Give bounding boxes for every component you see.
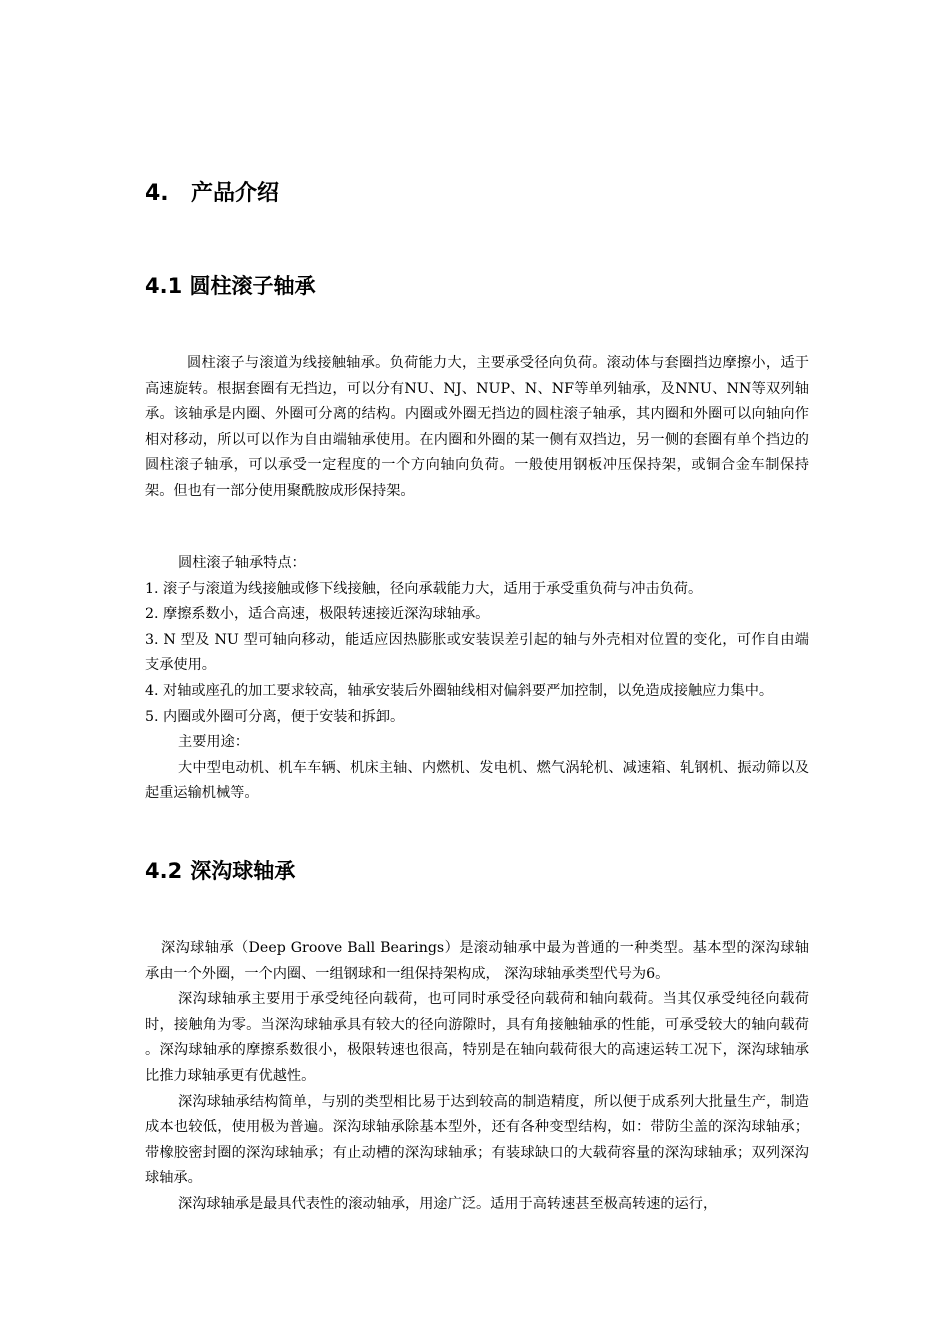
body-paragraph: 深沟球轴承（Deep Groove Ball Bearings）是滚动轴承中最为普通的一种类型。基本型的深沟球轴承由一个外圈，一个内圈、一组钢球和一组保持架构成， 深沟球轴承类型代号为6。 <box>145 940 809 982</box>
section-heading-deep-groove <box>145 856 295 886</box>
feature-item: 2. 摩擦系数小，适合高速，极限转速接近深沟球轴承。 <box>145 606 490 623</box>
features-title: 圆柱滚子轴承特点： <box>178 555 306 571</box>
body-paragraph: 深沟球轴承结构简单，与别的类型相比易于达到较高的制造精度，所以便于成系列大批量生产，制造成本也较低，使用极为普遍。深沟球轴承除基本型外，还有各种变型结构，如：带防尘盖的深沟球轴承；带橡胶密封圈的深沟球轴承；有止动槽的深沟球轴承；有装球缺口的大载荷容量的深沟球轴承；双列深沟球轴承。 <box>145 1093 809 1187</box>
uses-title: 主要用途： <box>178 734 249 751</box>
features-block <box>145 551 809 807</box>
section-heading-cylindrical: 4.1 圆柱滚子轴承 <box>145 274 316 298</box>
feature-item: 5. 内圈或外圈可分离，便于安装和拆卸。 <box>145 708 405 725</box>
section-number: 4.2 <box>145 859 183 883</box>
chapter-number: 4. <box>145 181 169 206</box>
chapter-title: 产品介绍 <box>191 181 280 206</box>
feature-item: 3. N 型及 NU 型可轴向移动，能适应因热膨胀或安装误差引起的轴与外壳相对位置的变化，可作自由端支承使用。 <box>145 631 809 674</box>
section-body-cylindrical <box>145 351 809 505</box>
feature-item: 1. 滚子与滚道为线接触或修下线接触，径向承载能力大，适用于承受重负荷与冲击负荷。 <box>145 580 703 597</box>
body-paragraph: 深沟球轴承主要用于承受纯径向载荷，也可同时承受径向载荷和轴向载荷。当其仅承受纯径向载荷时，接触角为零。当深沟球轴承具有较大的径向游隙时，具有角接触轴承的性能，可承受较大的轴向载荷 。深沟球轴承的摩擦系数很小，极限转速也很高，特别是在轴向载荷很大的高速运转工况下，深沟球轴承比推力球轴承更有优越性。 <box>145 991 809 1084</box>
section-body-deep-groove <box>145 936 809 1218</box>
body-paragraph: 深沟球轴承是最具代表性的滚动轴承，用途广泛。适用于高转速甚至极高转速的运行， <box>178 1195 718 1212</box>
chapter-heading <box>145 178 279 210</box>
feature-item: 4. 对轴或座孔的加工要求较高，轴承安装后外圈轴线相对偏斜要严加控制，以免造成接触应力集中。 <box>145 682 774 699</box>
intro-paragraph: 圆柱滚子与滚道为线接触轴承。负荷能力大，主要承受径向负荷。滚动体与套圈挡边摩擦小，适于高速旋转。根据套圈有无挡边，可以分有NU、NJ、NUP、N、NF等单列轴承，及NNU、NN等双列轴承。该轴承是内圈、外圈可分离的结构。内圈或外圈无挡边的圆柱滚子轴承，其内圈和外圈可以向轴向作相对移动，所以可以作为自由端轴承使用。在内圈和外圈的某一侧有双挡边，另一侧的套圈有单个挡边的圆柱滚子轴承，可以承受一定程度的一个方向轴向负荷。一般使用钢板冲压保持架，或铜合金车制保持架。但也有一部分使用聚酰胺成形保持架。 <box>145 355 809 499</box>
section-title: 深沟球轴承 <box>190 859 296 883</box>
uses-paragraph: 大中型电动机、机车车辆、机床主轴、内燃机、发电机、燃气涡轮机、减速箱、轧钢机、振动筛以及起重运输机械等。 <box>145 759 809 802</box>
